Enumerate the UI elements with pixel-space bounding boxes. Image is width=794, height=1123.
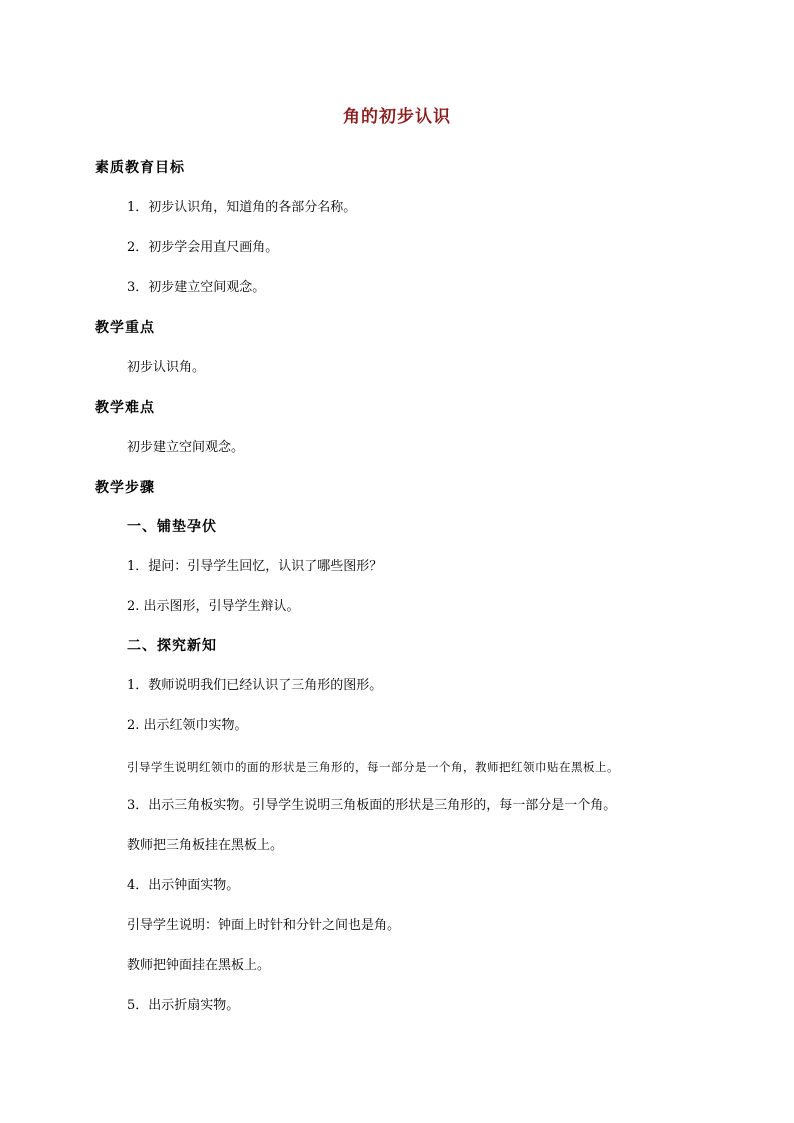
heading-part1: 一、铺垫孕伏 <box>127 519 217 535</box>
step-line: 4．出示钟面实物。 <box>127 878 240 893</box>
step-item: 2. 出示图形，引导学生辩认。 <box>127 599 300 614</box>
step-line: 引导学生说明：钟面上时针和分针之间也是角。 <box>127 918 401 933</box>
step-line: 1．教师说明我们已经认识了三角形的图形。 <box>127 678 383 693</box>
step-item: 1．提问：引导学生回忆，认识了哪些图形？ <box>127 559 383 574</box>
goal-item: 2．初步学会用直尺画角。 <box>127 240 279 255</box>
goal-item: 1．初步认识角，知道角的各部分名称。 <box>127 200 357 215</box>
step-line: 教师把三角板挂在黑板上。 <box>127 838 284 853</box>
step-line: 教师把钟面挂在黑板上。 <box>127 958 271 973</box>
focus-text: 初步认识角。 <box>127 360 206 375</box>
heading-goals: 素质教育目标 <box>95 160 185 176</box>
goal-item: 3．初步建立空间观念。 <box>127 280 266 295</box>
difficulty-text: 初步建立空间观念。 <box>127 440 245 455</box>
heading-difficulty: 教学难点 <box>95 400 155 416</box>
document-title: 角的初步认识 <box>343 107 451 127</box>
step-line: 2. 出示红领巾实物。 <box>127 718 248 733</box>
heading-steps: 教学步骤 <box>95 480 155 496</box>
heading-focus: 教学重点 <box>95 320 155 336</box>
step-line: 5．出示折扇实物。 <box>127 998 240 1013</box>
heading-part2: 二、探究新知 <box>127 638 217 654</box>
step-line: 3．出示三角板实物。引导学生说明三角板面的形状是三角形的，每一部分是一个角。 <box>127 798 617 813</box>
step-line: 引导学生说明红领巾的面的形状是三角形的，每一部分是一个角，教师把红领巾贴在黑板上。 <box>127 760 619 774</box>
